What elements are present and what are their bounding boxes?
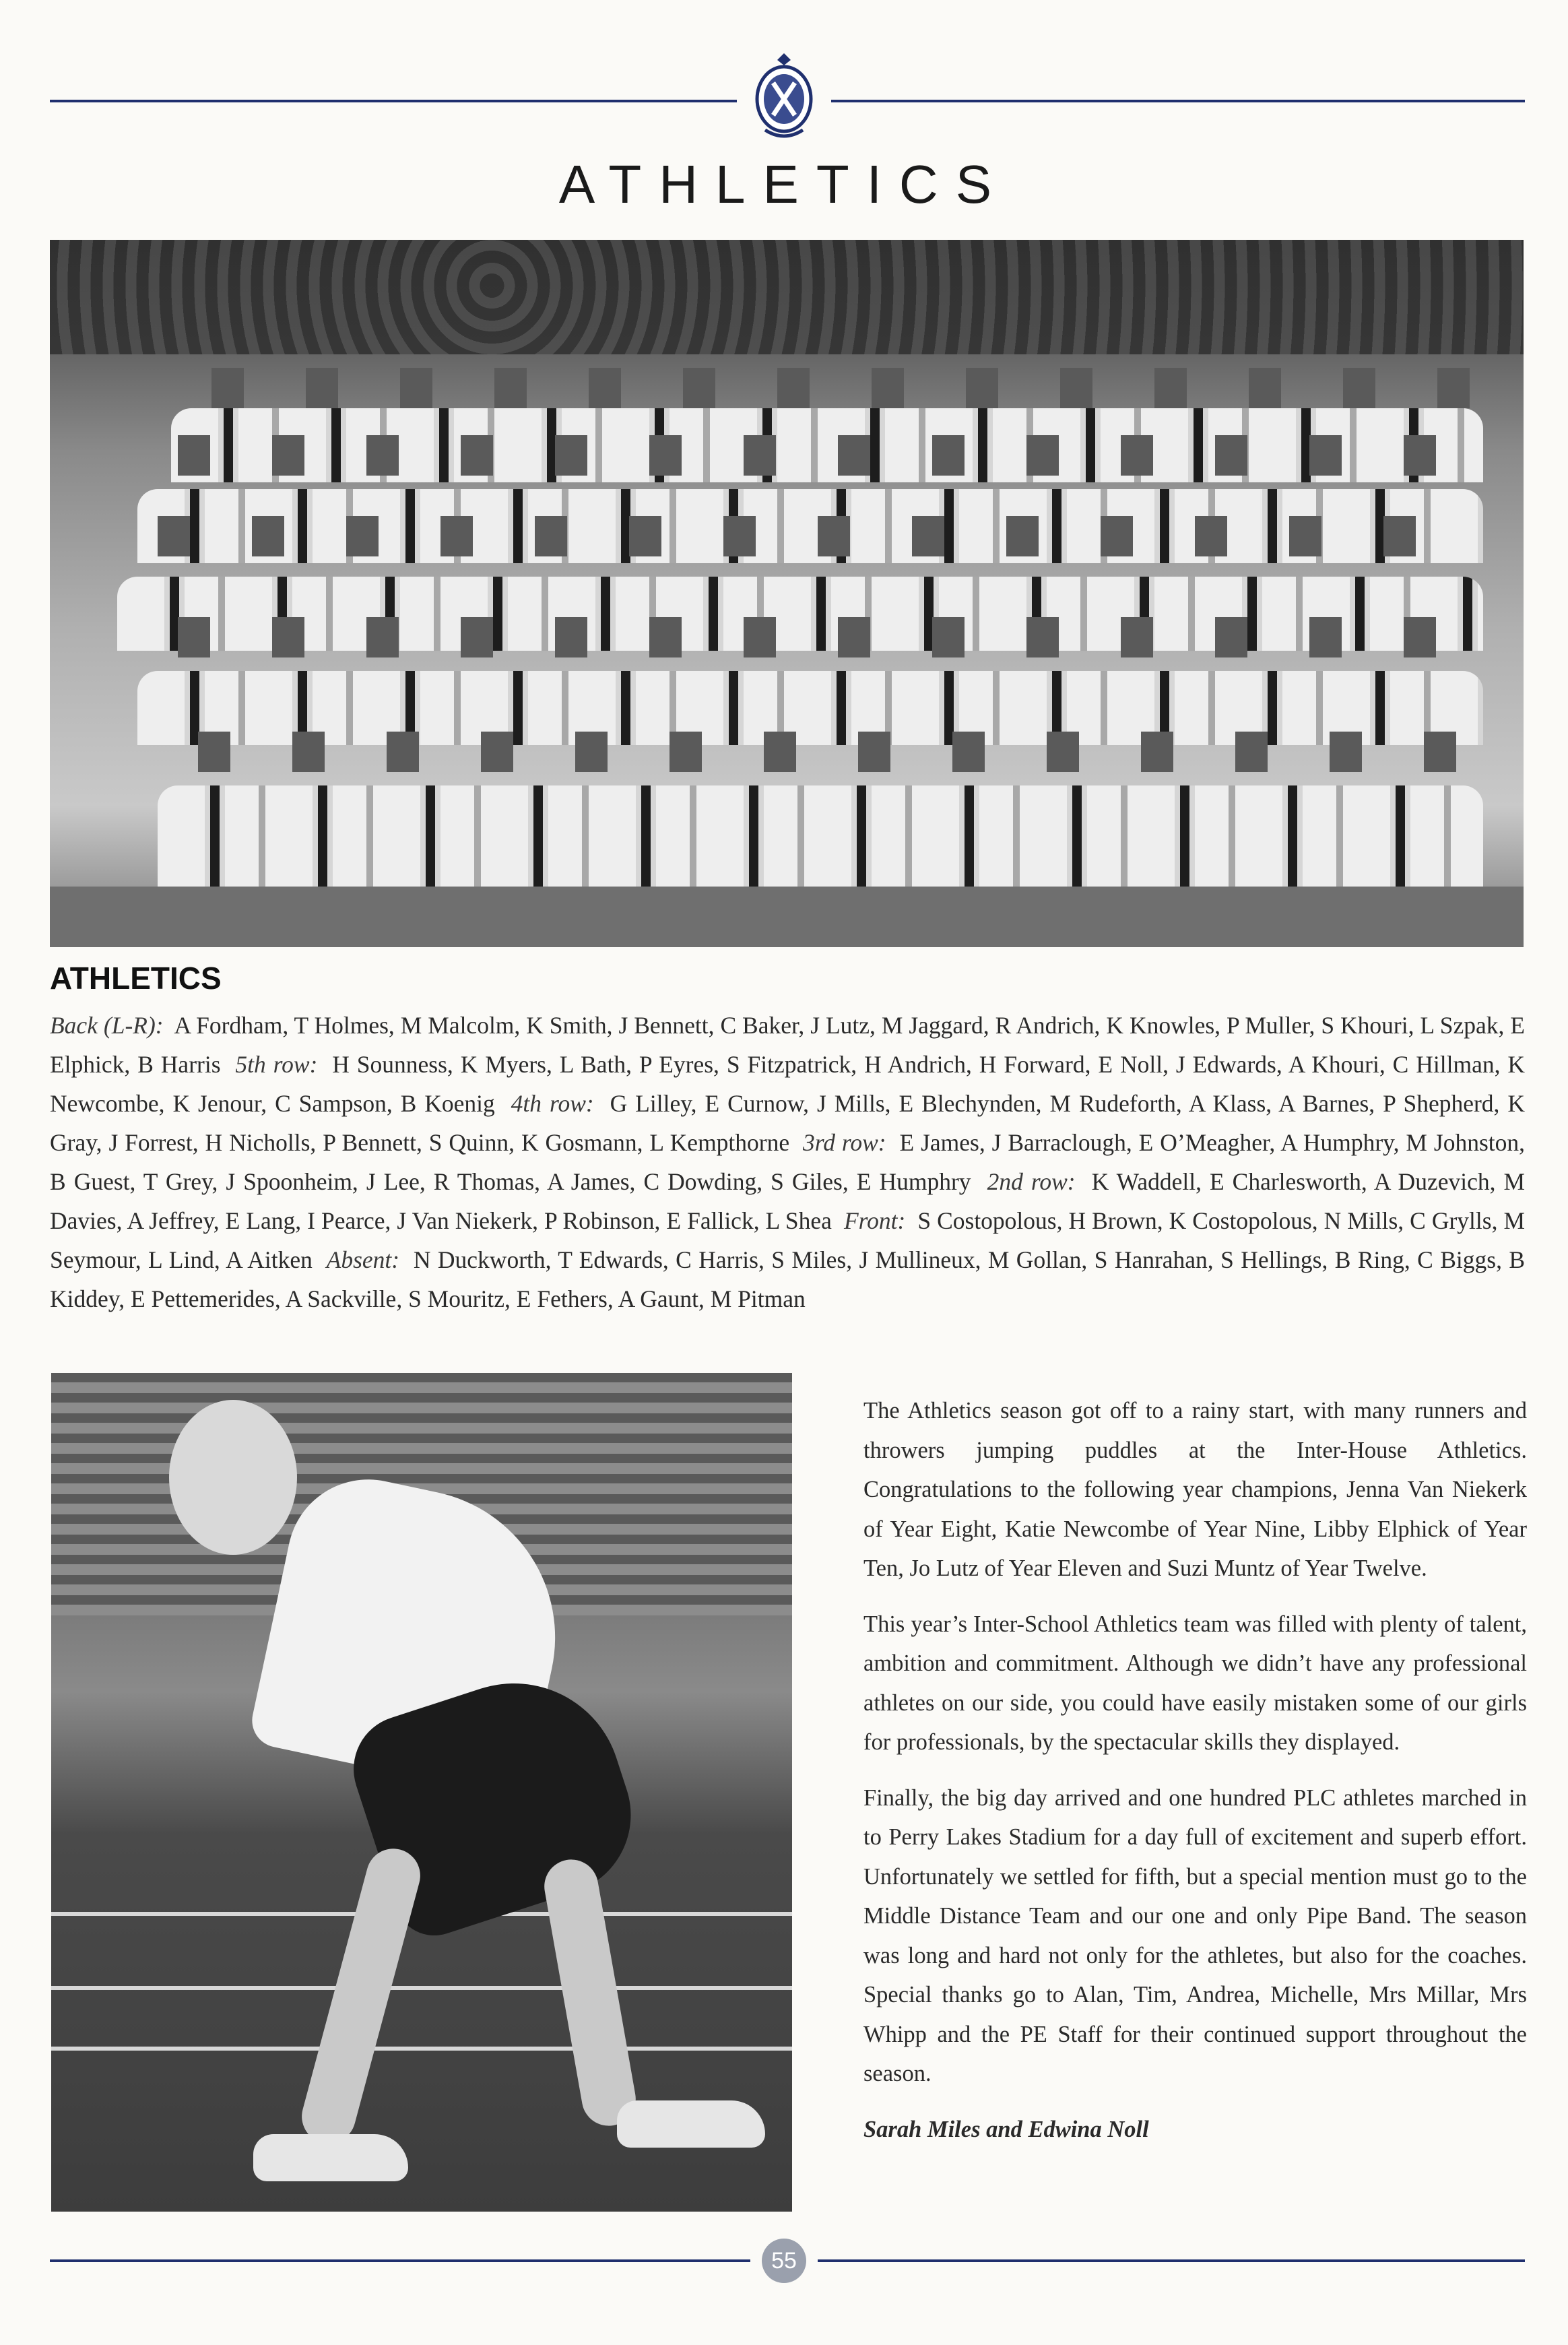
photo-faces-row [151, 617, 1470, 657]
athlete-shoe [253, 2134, 408, 2181]
track-lane-line [51, 2047, 792, 2051]
row-label-front: Front: [843, 1207, 906, 1234]
athlete-leg [296, 1842, 426, 2149]
team-photo [50, 240, 1524, 947]
athlete-shoe [617, 2100, 765, 2148]
photo-faces-row [131, 516, 1470, 556]
row-names-3rd: E James, J Barraclough, E O’Meagher, A Humphry, M Johnston, B Guest, T Grey, J Spoonheim, J Lee, R Thomas, A James, C Dowding, S Giles, E Humphry [50, 1129, 1526, 1195]
footer-rule-right [818, 2259, 1525, 2262]
athlete-leg [540, 1855, 640, 2130]
photo-trees [50, 240, 1524, 354]
row-names-2nd: K Waddell, E Charlesworth, A Duzevich, M Davies, A Jeffrey, E Lang, I Pearce, J Van Niekerk, P Robinson, E Fallick, L Shea [50, 1168, 1526, 1234]
photo-lawn [50, 887, 1524, 947]
article-paragraph: This year’s Inter-School Athletics team was filled with plenty of talent, ambition and commitment. Although we didn’t have any professional athletes on our side, you could have easily mistaken some of our girls for professionals, by the spectacular skills they displayed. [863, 1611, 1527, 1755]
page-number: 55 [762, 2239, 806, 2283]
row-label-4th: 4th row: [511, 1090, 594, 1117]
row-names-back: A Fordham, T Holmes, M Malcolm, K Smith, J Bennett, C Baker, J Lutz, M Jaggard, R Andrich, K Knowles, P Muller, S Khouri, L Szpak, E Elphick, B Harris [50, 1012, 1525, 1078]
row-names-5th: H Sounness, K Myers, L Bath, P Eyres, S Fitzpatrick, H Andrich, H Forward, E Noll, J Edwards, A Khouri, C Hillman, K Newcombe, K Jenour, C Sampson, B Koenig [50, 1051, 1526, 1117]
row-names-absent: N Duckworth, T Edwards, C Harris, S Miles, J Mullineux, M Gollan, S Hanrahan, S Hellings, B Ring, C Biggs, B Kiddey, E Pettemerides, A Sackville, S Mouritz, E Fethers, A Gaunt, M Pitman [50, 1246, 1526, 1312]
footer-rule-left [50, 2259, 750, 2262]
photo-faces-row [185, 368, 1470, 408]
row-names-4th: G Lilley, E Curnow, J Mills, E Blechynden, M Rudeforth, A Klass, A Barnes, P Shepherd, K Gray, J Forrest, H Nicholls, P Bennett, S Quinn, K Gosmann, L Kempthorne [50, 1090, 1525, 1156]
header-rule-left [50, 100, 737, 102]
row-label-back: Back (L-R): [50, 1012, 164, 1039]
row-label-absent: Absent: [326, 1246, 400, 1273]
row-names-front: S Costopolous, H Brown, K Costopolous, N Mills, C Grylls, M Seymour, L Lind, A Aitken [50, 1207, 1526, 1273]
article-paragraph: Finally, the big day arrived and one hundred PLC athletes marched in to Perry Lakes Stadium for a day full of excitement and superb effort. Unfortunately we settled for fifth, but a special mention must go to the Middle Distance Team and our one and only Pipe Band. The season was long and hard not only for the athletes, but also for the coaches. Special thanks go to Alan, Tim, Andrea, Michelle, Mrs Millar, Mrs Whipp and the PE Staff for their continued support throughout the season. [863, 1785, 1527, 2086]
photo-faces-row [151, 435, 1470, 476]
article-body [863, 1391, 1527, 2165]
header-rule-right [831, 100, 1525, 102]
article-signature: Sarah Miles and Edwina Noll [863, 2116, 1149, 2142]
article-paragraph: The Athletics season got off to a rainy start, with many runners and throwers jumping puddles at the Inter-House Athletics. Congratulations to the following year champions, Jenna Van Niekerk of Year Eight, Katie Newcombe of Year Nine, Libby Elphick of Year Ten, Jo Lutz of Year Eleven and Suzi Muntz of Year Twelve. [863, 1398, 1527, 1581]
row-label-2nd: 2nd row: [987, 1168, 1076, 1195]
caption-heading: ATHLETICS [50, 961, 222, 996]
photo-student-row [158, 785, 1483, 887]
page-title: ATHLETICS [558, 154, 1010, 214]
photo-faces-row [171, 732, 1470, 772]
track-lane-line [51, 1986, 792, 1990]
athlete-photo [51, 1373, 792, 2212]
athlete-head [169, 1400, 297, 1555]
row-label-5th: 5th row: [235, 1051, 318, 1078]
row-label-3rd: 3rd row: [802, 1129, 886, 1156]
school-crest-icon [753, 51, 815, 145]
caption-names [50, 1006, 1525, 1318]
